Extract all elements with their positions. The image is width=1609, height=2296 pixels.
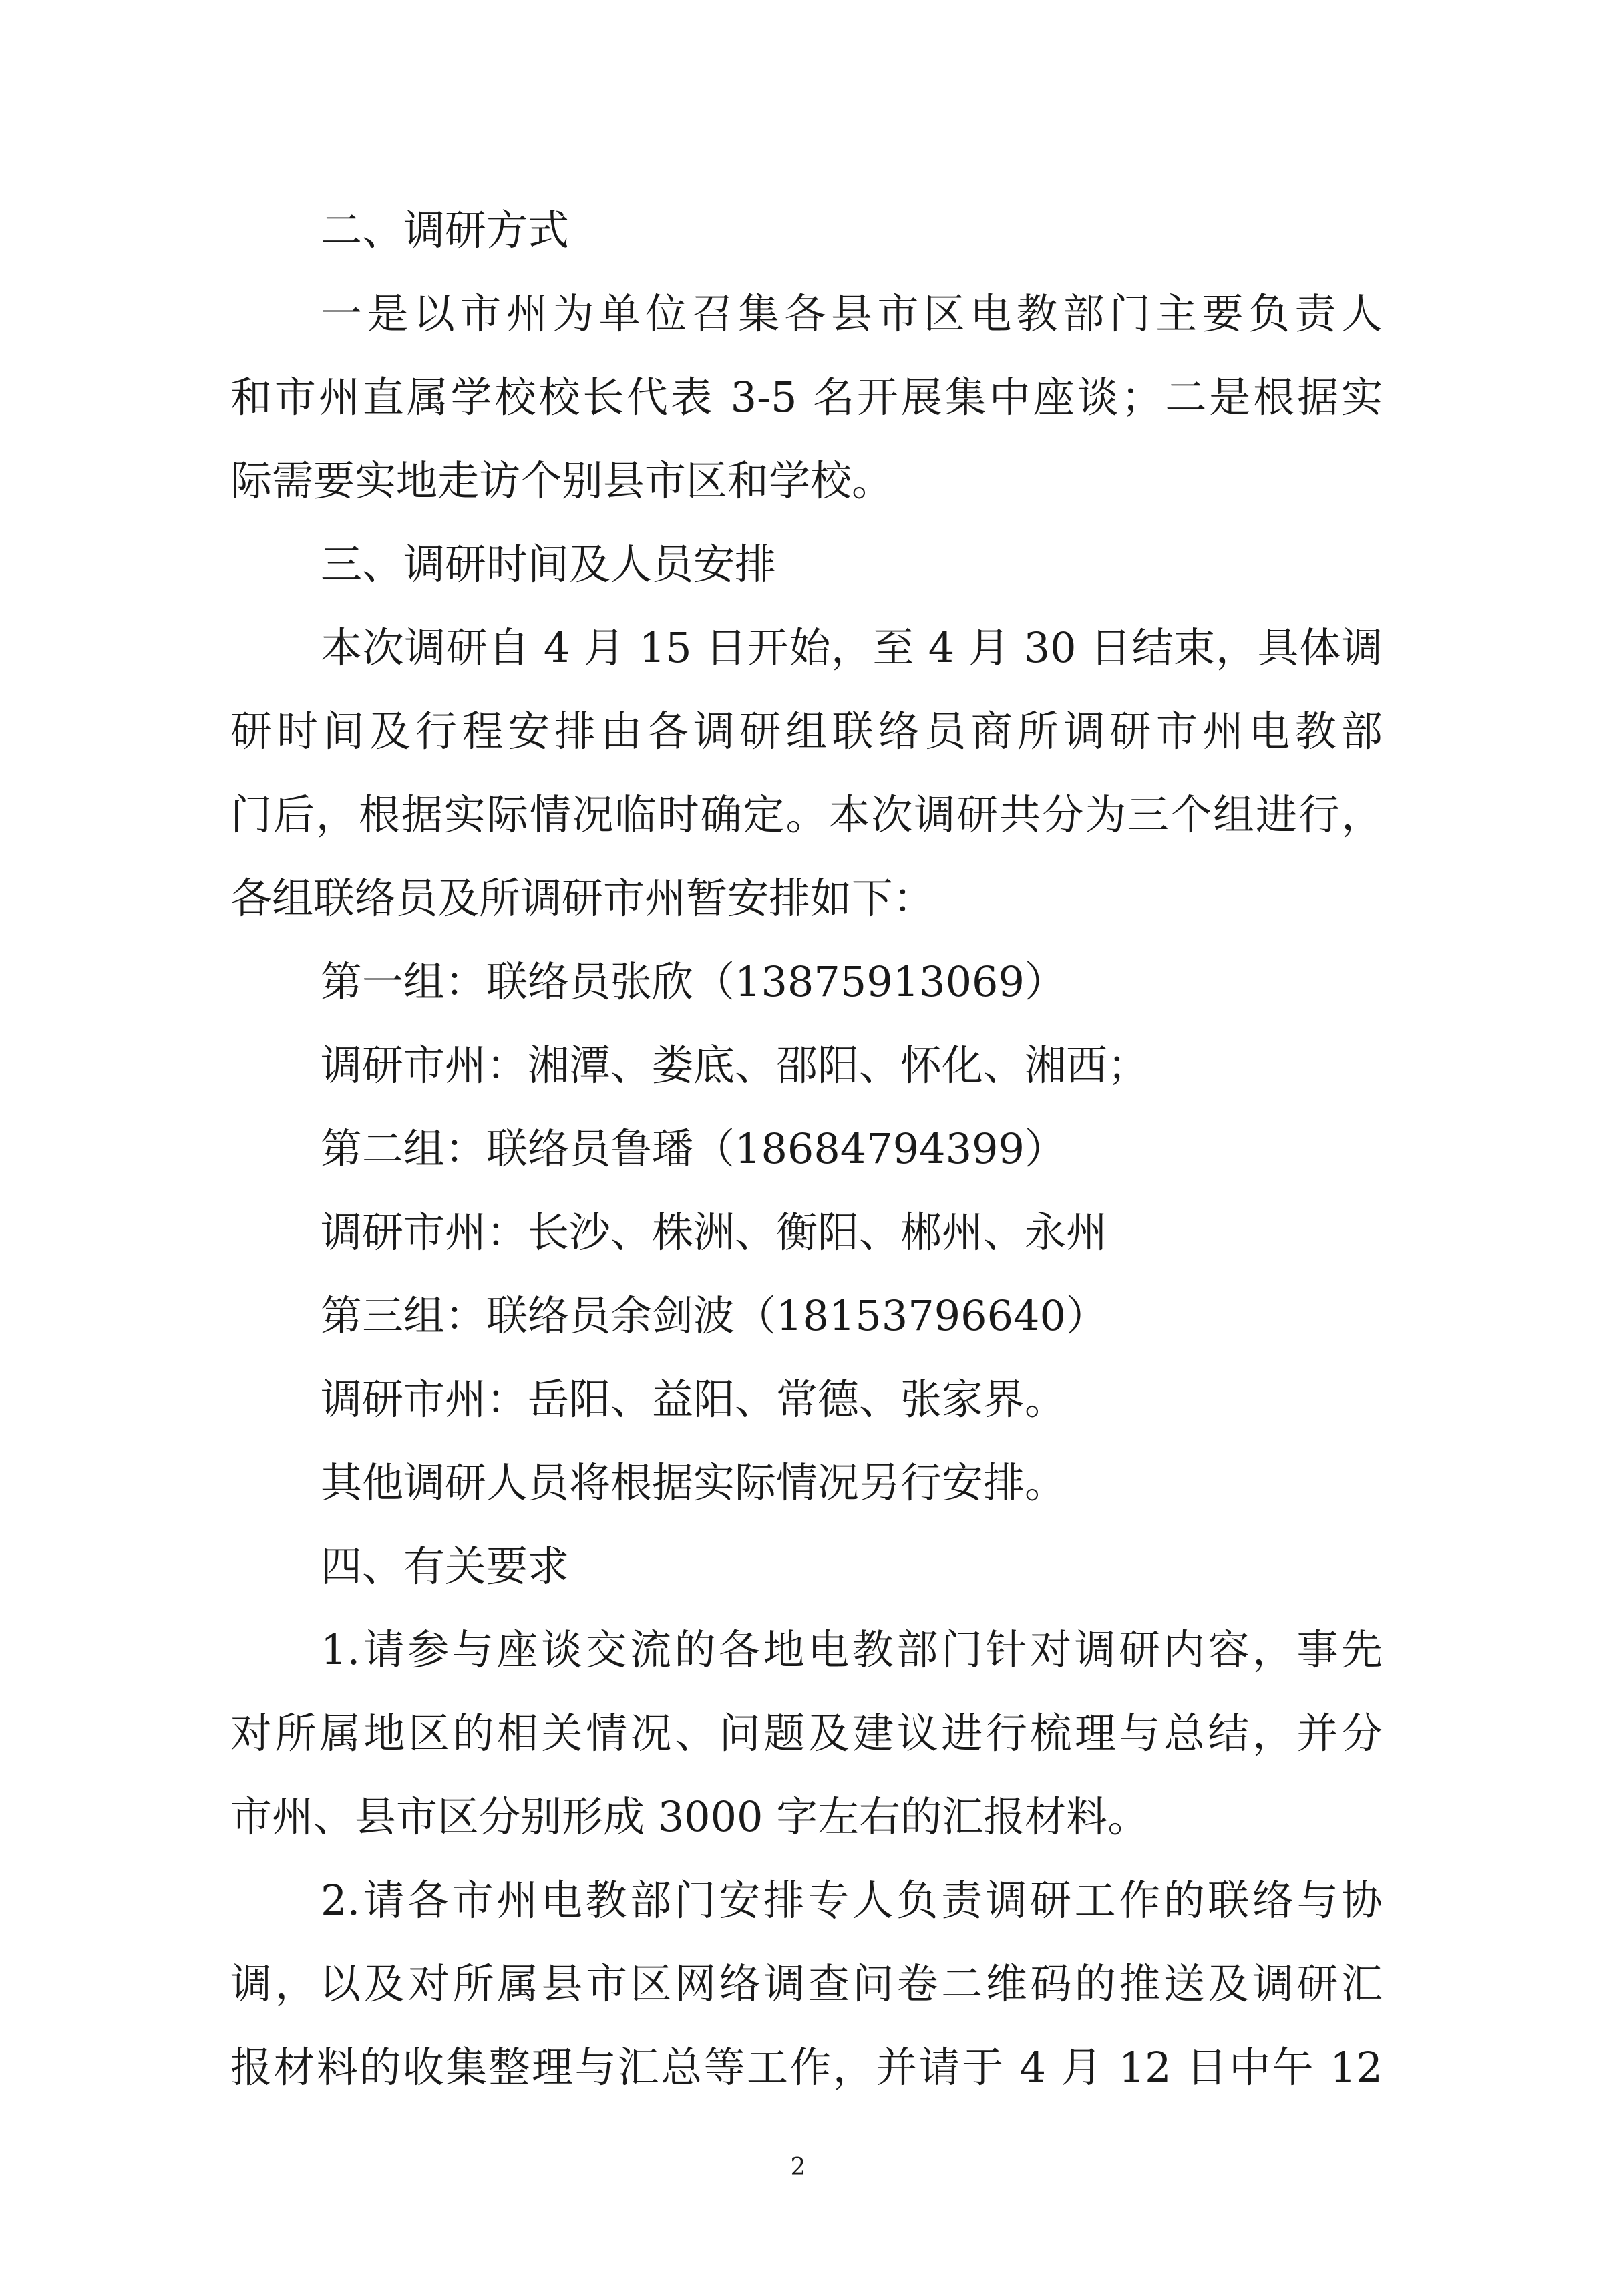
- group-2-contact: 第二组：联络员鲁璠（18684794399）: [321, 1124, 1066, 1173]
- paragraph-line: 际需要实地走访个别县市区和学校。: [230, 456, 894, 505]
- requirement-2-line: 调，以及对所属县市区网络调查问卷二维码的推送及调研汇: [230, 1959, 1383, 2008]
- section-heading-schedule: 三、调研时间及人员安排: [321, 540, 777, 589]
- paragraph-line: 本次调研自 4 月 15 日开始，至 4 月 30 日结束，具体调: [321, 623, 1383, 672]
- paragraph-line: 一是以市州为单位召集各县市区电教部门主要负责人: [321, 289, 1383, 338]
- paragraph-line: 门后，根据实际情况临时确定。本次调研共分为三个组进行，: [230, 790, 1383, 839]
- requirement-2-line: 报材料的收集整理与汇总等工作，并请于 4 月 12 日中午 12: [230, 2043, 1383, 2092]
- group-1-cities: 调研市州：湘潭、娄底、邵阳、怀化、湘西；: [321, 1041, 1149, 1090]
- section-heading-requirements: 四、有关要求: [321, 1542, 570, 1591]
- group-3-contact: 第三组：联络员余剑波（18153796640）: [321, 1291, 1107, 1340]
- requirement-1-line: 1.请参与座谈交流的各地电教部门针对调研内容，事先: [321, 1625, 1383, 1674]
- group-2-cities: 调研市州：长沙、株洲、衡阳、郴州、永州: [321, 1208, 1108, 1257]
- group-3-cities: 调研市州：岳阳、益阳、常德、张家界。: [321, 1375, 1067, 1424]
- paragraph-line: 各组联络员及所调研市州暂安排如下：: [230, 874, 935, 923]
- requirement-2-line: 2.请各市州电教部门安排专人负责调研工作的联络与协: [321, 1876, 1383, 1925]
- page-number: 2: [790, 2154, 806, 2181]
- requirement-1-line: 对所属地区的相关情况、问题及建议进行梳理与总结，并分: [230, 1709, 1383, 1758]
- group-1-contact: 第一组：联络员张欣（13875913069）: [321, 957, 1066, 1006]
- paragraph-line: 研时间及行程安排由各调研组联络员商所调研市州电教部: [230, 707, 1383, 756]
- arrangement-note: 其他调研人员将根据实际情况另行安排。: [321, 1458, 1067, 1507]
- section-heading-method: 二、调研方式: [321, 206, 570, 255]
- paragraph-line: 和市州直属学校校长代表 3-5 名开展集中座谈；二是根据实: [230, 373, 1383, 422]
- requirement-1-line: 市州、县市区分别形成 3000 字左右的汇报材料。: [230, 1792, 1149, 1841]
